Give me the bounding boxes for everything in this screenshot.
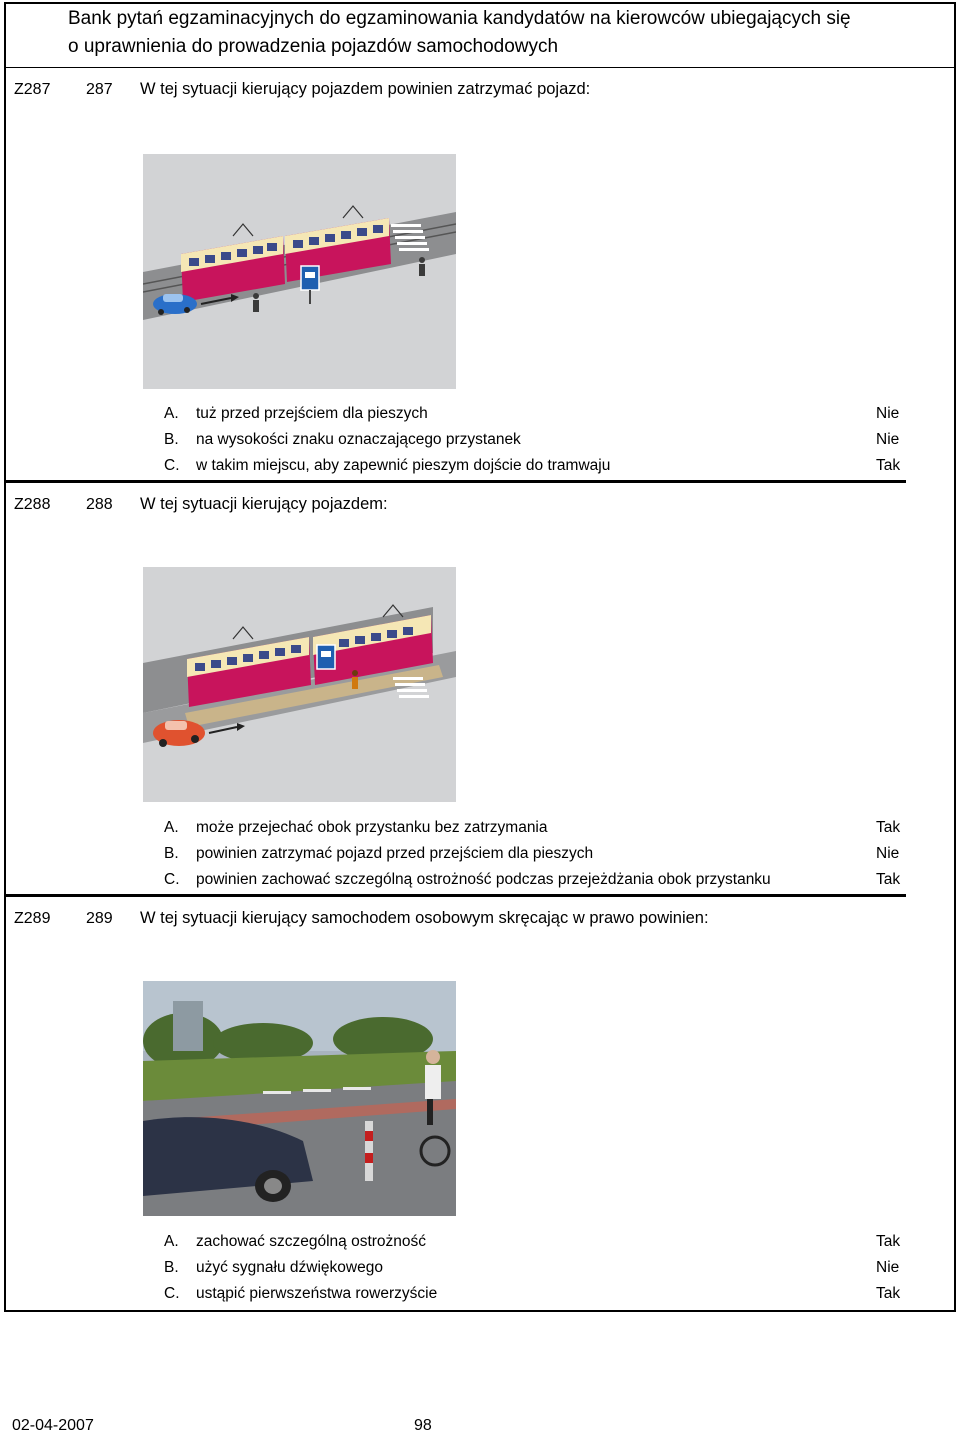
question-id: Z287 — [14, 81, 51, 98]
answer-letter: A. — [164, 819, 179, 836]
question-id: Z288 — [14, 496, 51, 513]
page-number: 98 — [414, 1417, 432, 1434]
answer-text: powinien zatrzymać pojazd przed przejściem dla pieszych — [196, 845, 594, 862]
answer-letter: B. — [164, 431, 179, 448]
footer-date: 02-04-2007 — [12, 1417, 94, 1434]
question-text: W tej sytuacji kierujący pojazdem powinien zatrzymać pojazd: — [140, 80, 591, 98]
answer-value: Nie — [876, 431, 900, 448]
answer-letter: B. — [164, 845, 179, 862]
answer-text: tuż przed przejściem dla pieszych — [196, 405, 428, 422]
answer-text: powinien zachować szczególną ostrożność podczas przejeżdżania obok przystanku — [196, 871, 771, 888]
answer-value: Nie — [876, 1259, 900, 1276]
header-title-line2: o uprawnienia do prowadzenia pojazdów samochodowych — [68, 36, 559, 57]
answer-value: Tak — [876, 871, 901, 888]
tram-stop-island-illustration — [143, 567, 456, 802]
answer-text: na wysokości znaku oznaczającego przystanek — [196, 431, 521, 448]
answer-text: zachować szczególną ostrożność — [196, 1233, 427, 1250]
question-id: Z289 — [14, 910, 51, 927]
header-title-line1: Bank pytań egzaminacyjnych do egzaminowania kandydatów na kierowców ubiegających się — [68, 8, 851, 29]
answer-value: Tak — [876, 1233, 901, 1250]
answer-letter: A. — [164, 1233, 179, 1250]
question-number: 287 — [86, 81, 113, 98]
answer-text: użyć sygnału dźwiękowego — [196, 1259, 383, 1276]
answer-letter: C. — [164, 871, 180, 888]
tram-stop-crossing-illustration — [143, 154, 456, 389]
answer-value: Nie — [876, 405, 900, 422]
answer-letter: A. — [164, 405, 179, 422]
answer-letter: C. — [164, 457, 180, 474]
question-number: 289 — [86, 910, 113, 927]
answer-value: Nie — [876, 845, 900, 862]
right-turn-cyclist-photo — [143, 981, 456, 1216]
answer-value: Tak — [876, 1285, 901, 1302]
answer-letter: C. — [164, 1285, 180, 1302]
answer-text: może przejechać obok przystanku bez zatrzymania — [196, 819, 548, 836]
question-text: W tej sytuacji kierujący samochodem osobowym skręcając w prawo powinien: — [140, 909, 709, 927]
document-header — [4, 2, 956, 68]
answer-letter: B. — [164, 1259, 179, 1276]
question-block-z287 — [4, 68, 956, 483]
question-text: W tej sytuacji kierujący pojazdem: — [140, 495, 388, 513]
answer-value: Tak — [876, 819, 901, 836]
question-block-z288 — [4, 483, 956, 897]
answer-value: Tak — [876, 457, 901, 474]
question-block-z289 — [4, 897, 956, 1312]
question-number: 288 — [86, 496, 113, 513]
answer-text: ustąpić pierwszeństwa rowerzyście — [196, 1285, 438, 1302]
answer-text: w takim miejscu, aby zapewnić pieszym dojście do tramwaju — [196, 457, 611, 474]
